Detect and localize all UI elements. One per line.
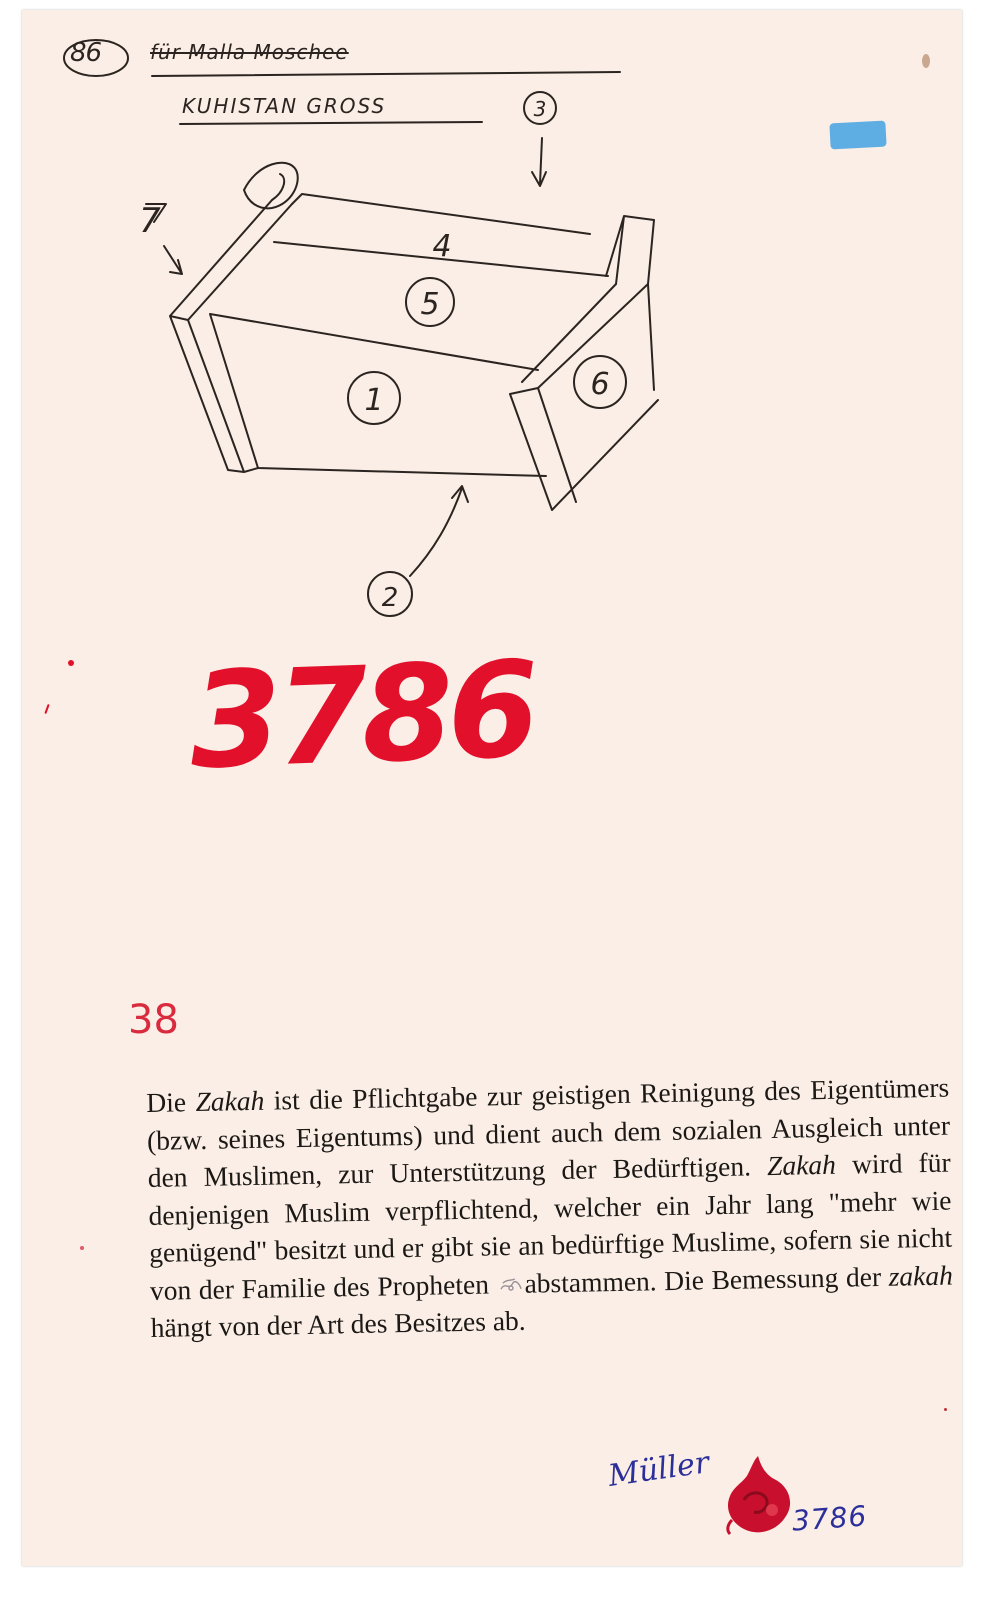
body-paragraph <box>146 1069 954 1347</box>
subtitle-kuhistan: KUHISTAN GROSS <box>182 94 387 118</box>
ink-speck <box>944 1408 947 1411</box>
part-label-4: 4 <box>432 229 452 264</box>
text-run-italic: Zakah <box>195 1084 265 1118</box>
part-label-2: 2 <box>381 583 399 613</box>
seal-number: 3786 <box>790 1499 869 1538</box>
ink-speck <box>68 660 74 666</box>
text-run: ist die Pflichtgabe zur geistigen Reinigung des Eigentümers (bzw. seines Eigentums) und dient auch dem sozialen Ausgleich unter den Muslimen, zur Unterstützung der Bedürftigen. <box>146 1071 951 1193</box>
signature: Müller <box>606 1445 712 1494</box>
part-label-6: 6 <box>590 367 610 402</box>
part-label-5: 5 <box>420 287 440 322</box>
text-run: abstammen. Die Bemessung der <box>524 1260 889 1299</box>
ink-speck <box>80 1246 84 1250</box>
ink-speck <box>44 704 49 714</box>
text-run-italic: zakah <box>888 1259 954 1292</box>
subtitle-underline <box>180 122 482 124</box>
document-page <box>22 10 962 1566</box>
text-run: wird für denjenigen Muslim verpflichtend, welcher ein Jahr lang "mehr wie genügend" besitzt und er gibt sie an bedürftige Muslime, sofern sie nicht von der Familie des Propheten <box>148 1146 953 1306</box>
furniture-sketch <box>22 10 962 650</box>
page-number-circle <box>64 40 128 76</box>
title-underline <box>152 72 620 76</box>
part-label-3: 3 <box>533 97 547 121</box>
arrow-3-icon <box>532 138 546 186</box>
part-label-7: 7 <box>139 201 161 241</box>
wax-seal-icon <box>718 1450 798 1540</box>
page-number-circled: 86 <box>70 38 102 68</box>
text-run-italic: Zakah <box>766 1148 837 1182</box>
inventory-number-red: 3786 <box>187 633 536 799</box>
text-run: Die <box>146 1086 196 1118</box>
arrow-7-icon <box>164 246 182 274</box>
text-run: hängt von der Art des Besitzes ab. <box>150 1304 526 1343</box>
page-number-red: 38 <box>128 997 179 1043</box>
ink-speck <box>922 54 930 68</box>
part-label-1: 1 <box>364 383 384 418</box>
salawat-ligature-icon <box>498 1274 522 1294</box>
struck-through-title: für Malla Moschee <box>150 40 349 64</box>
arrow-2-icon <box>410 486 468 576</box>
